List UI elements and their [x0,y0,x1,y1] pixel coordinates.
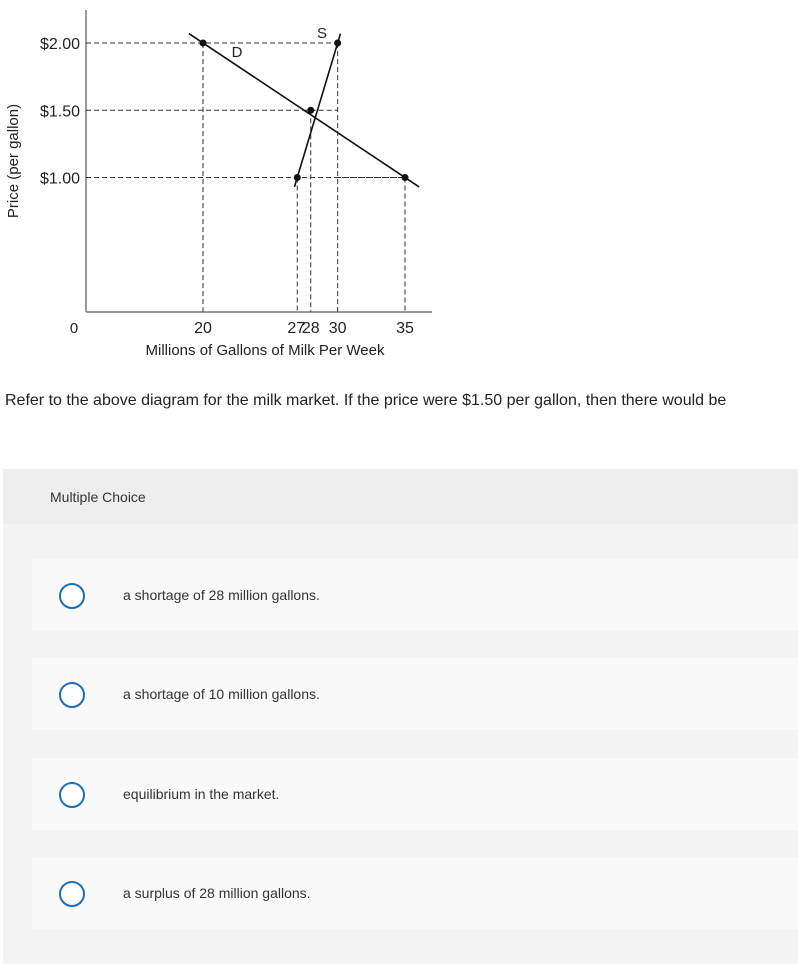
y-axis-label: Price (per gallon) [5,103,22,219]
x-axis-label: Millions of Gallons of Milk Per Week [145,342,385,359]
multiple-choice-header [3,469,798,524]
x-tick-label: 27 [287,320,306,337]
choice-option-2[interactable] [32,658,798,730]
y-tick-label: $1.50 [39,103,80,121]
multiple-choice-panel [3,469,798,964]
choice-label: a surplus of 28 million gallons. [123,885,311,901]
radio-button-icon[interactable] [59,583,85,609]
radio-button-icon[interactable] [59,682,85,708]
choice-option-4[interactable] [32,857,798,929]
data-point [307,107,314,114]
origin-label: 0 [69,320,79,337]
choice-option-3[interactable] [32,758,798,830]
choice-option-1[interactable] [32,559,798,631]
radio-button-icon[interactable] [59,782,85,808]
y-tick-label: $1.00 [39,170,80,188]
supply-curve [294,34,340,187]
multiple-choice-title: Multiple Choice [50,489,146,505]
choice-label: a shortage of 28 million gallons. [123,587,320,603]
data-point [402,174,409,181]
demand-curve-label: D [231,44,243,61]
x-tick-label: 20 [194,320,212,337]
supply-demand-chart [0,0,798,370]
choice-label: a shortage of 10 million gallons. [123,686,320,702]
question-text: Refer to the above diagram for the milk market. If the price were $1.50 per gallon, then there would be [5,392,727,409]
supply-curve-label: S [316,25,328,42]
y-tick-label: $2.00 [39,36,80,53]
data-point [200,40,207,47]
x-tick-label: 28 [301,320,320,337]
radio-button-icon[interactable] [59,881,85,907]
choice-label: equilibrium in the market. [123,786,280,802]
data-point [294,174,301,181]
x-tick-label: 30 [328,320,347,337]
x-tick-label: 35 [396,320,414,337]
data-point [334,40,341,47]
